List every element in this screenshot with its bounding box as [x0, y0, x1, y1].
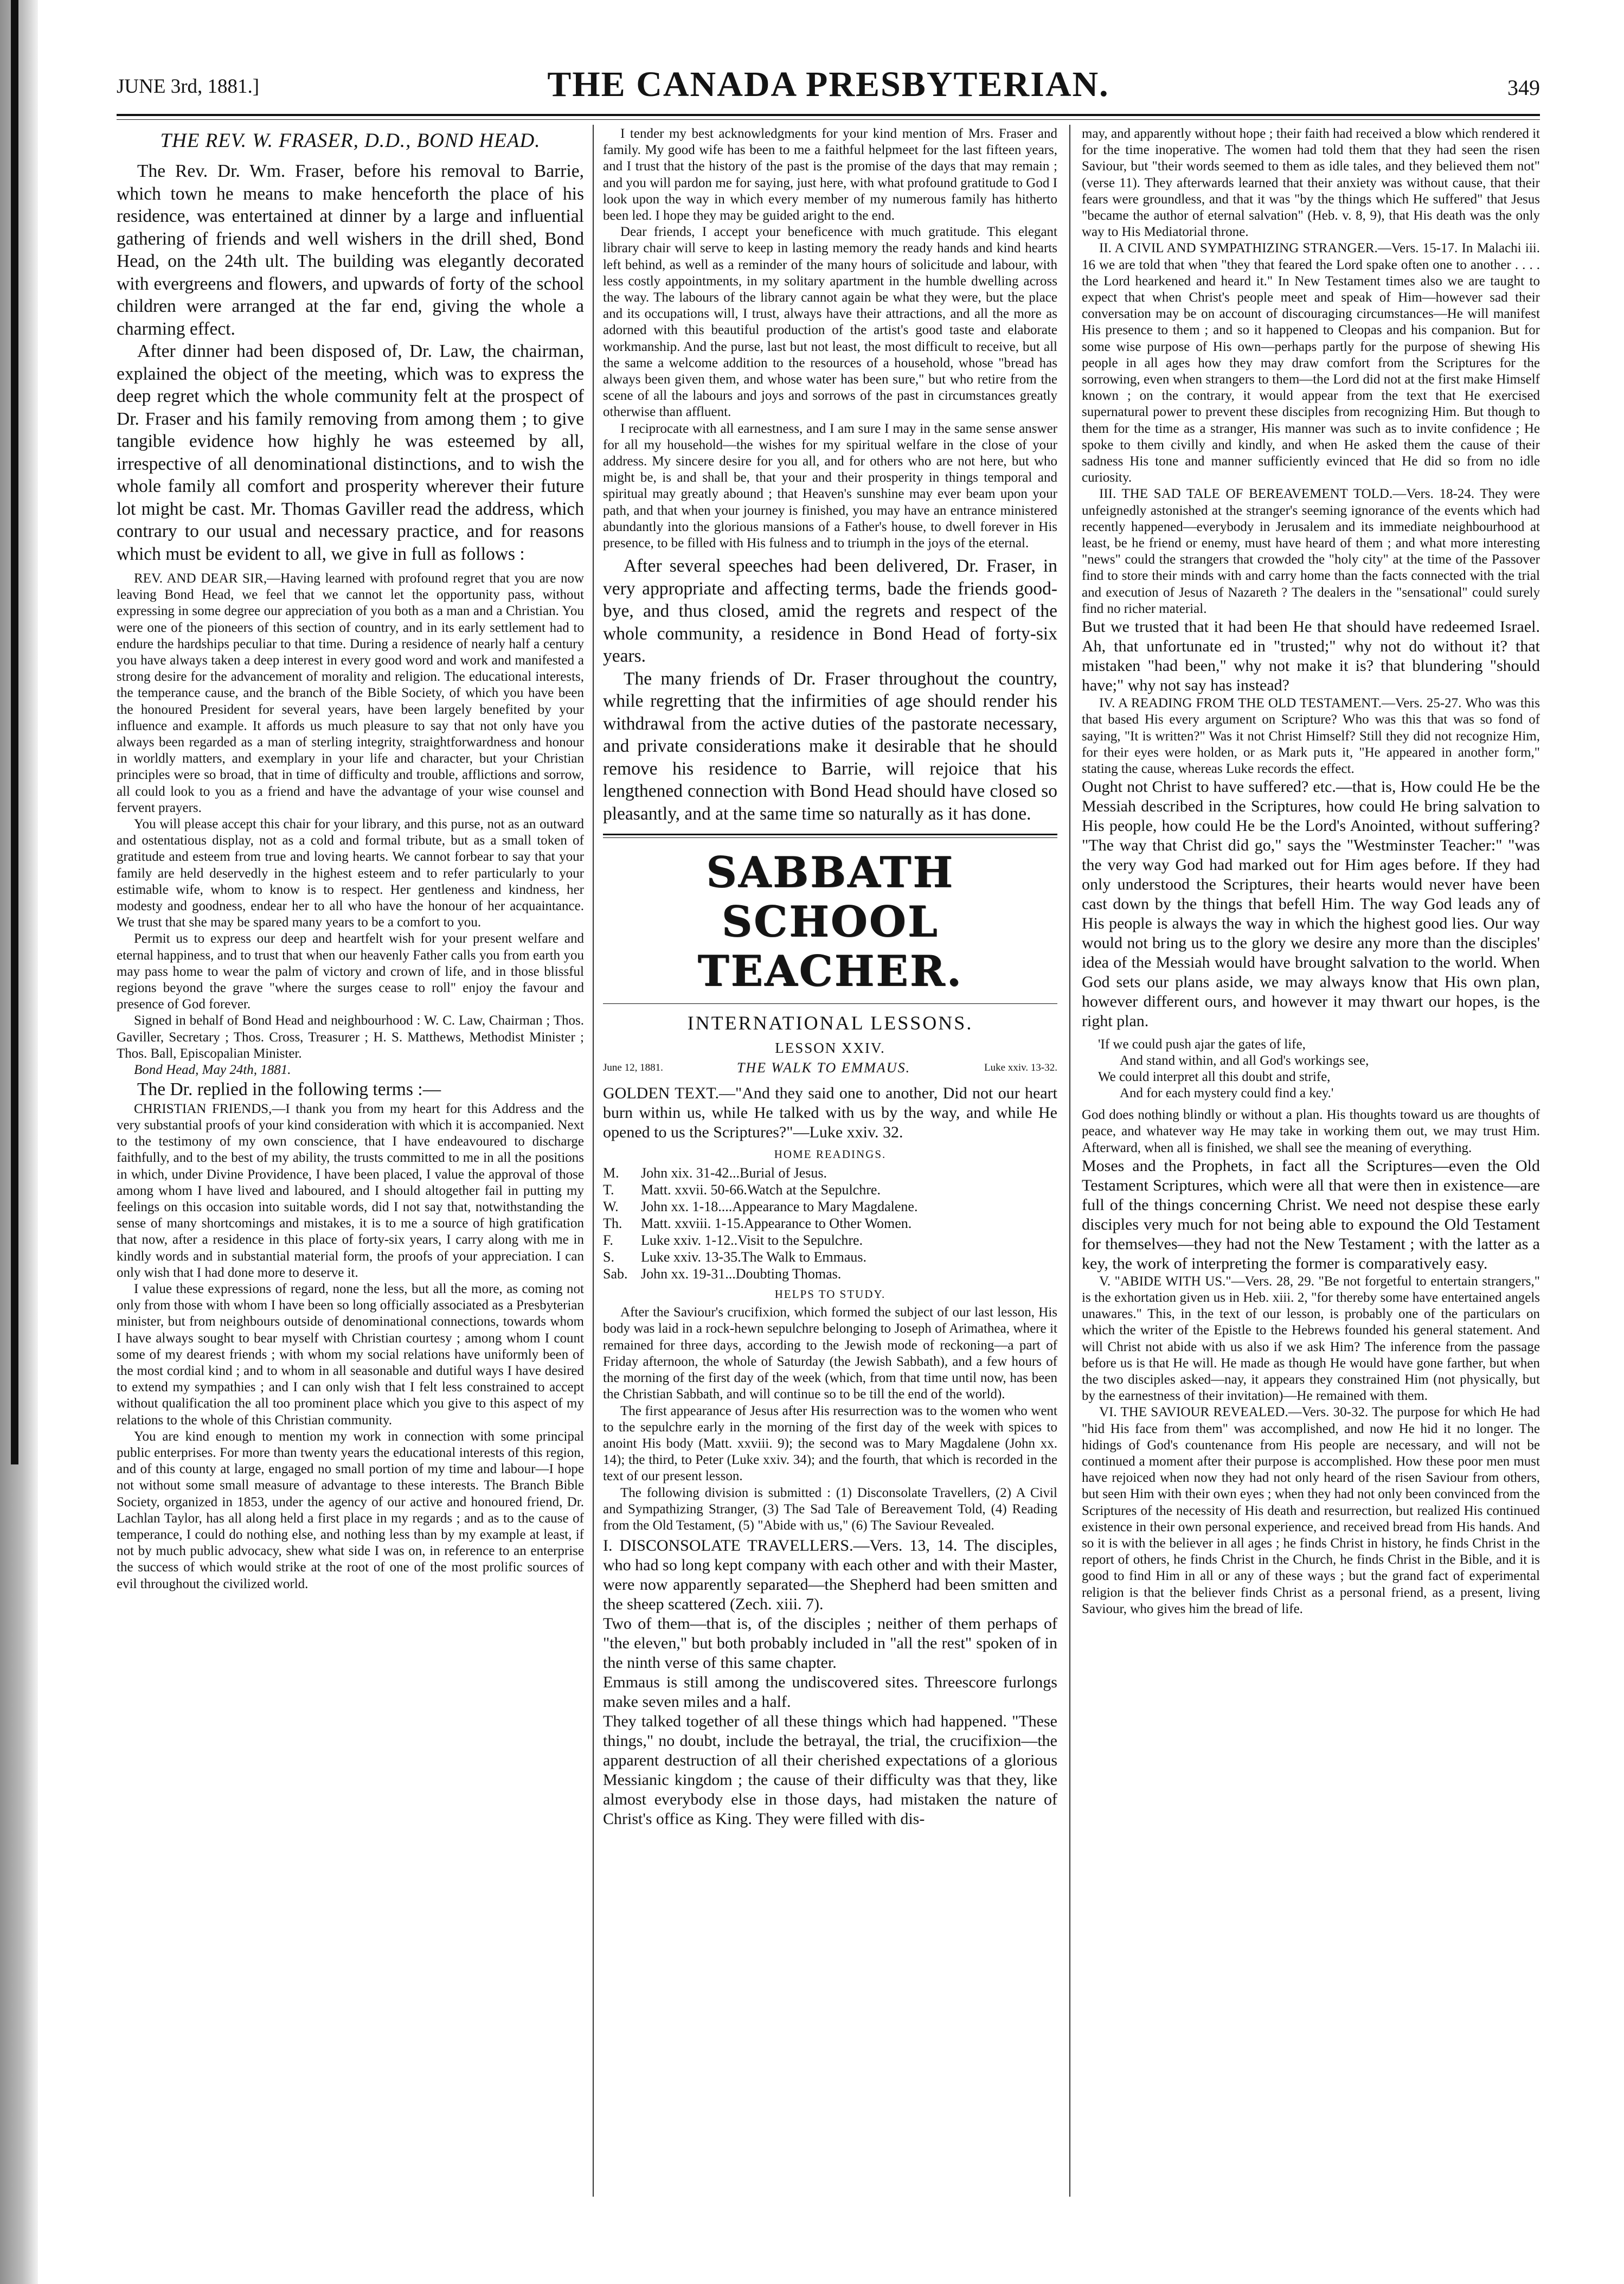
column-divider: [593, 125, 594, 2197]
reading-text: Luke xxiv. 1-12..Visit to the Sepulchre.: [641, 1232, 863, 1249]
column-2: [603, 126, 1057, 2209]
binding-strip: [11, 0, 18, 1464]
lesson-paragraph: III. THE SAD TALE OF BEREAVEMENT TOLD.—Vers. 18-24. They were unfeignedly astonished at the stranger's seeming ignorance of the events which had recently happened—everybody in Jerusalem and its immediate neighbourhood at least, be he friend or enemy, must have heard of them ; and what more interesting "news" could the strangers that crowded the "holy city" at the time of the Passover find to store their minds with and carry home than the facts connected with the trial and execution of Jesus of Nazareth ? The dealers in the "sensational" could surely find no richer material.: [1082, 487, 1540, 616]
lesson-emphasis: Ought not Christ to have suffered? etc.—that is, How could He be the Messiah described in the Scriptures, how could He bring salvation to His people, how could He be the Lord's Anointed, without suffering? "The way that Christ did go," says the "Westminster Teacher:" "was the very way God had marked out for Him ages before. If they had only understood the Scriptures, their hearts would never have been cast down by the things that befell Him. The way God leads any of His people is always the way in which the highest good lies. Our way would not bring us to the glory we desire any more than the disciples' idea of the Messiah would have brought salvation to the world. When God sets our plans aside, we may always know that His own plan, however different ours, and however it may thwart our hopes, is the right plan.: [1082, 778, 1540, 1031]
poem-quote: [1098, 1037, 1540, 1102]
home-readings-table: [603, 1165, 917, 1282]
lesson-title: THE WALK TO EMMAUS.: [736, 1060, 911, 1076]
reply-paragraph: I tender my best acknowledgments for your kind mention of Mrs. Fraser and family. My good wife has been to me a faithful helpmeet for the last fifteen years, and I trust that the history of the past is the promise of the days that may remain ; and you will pardon me for saying, just here, with what profound gratitude to God I look upon the way in which every member of my numerous family has hitherto been led. I hope they may be guided aright to the end.: [603, 126, 1057, 223]
reading-day: Sab.: [603, 1266, 628, 1282]
section-rule: [603, 1003, 1057, 1004]
lesson-point: Two of them—that is, of the disciples ; neither of them perhaps of "the eleven," but both probably included in "all the rest" spoken of in the ninth verse of this same chapter.: [603, 1615, 1057, 1672]
poem-line: And for each mystery could find a key.': [1120, 1086, 1334, 1101]
golden-text: GOLDEN TEXT.—"And they said one to another, Did not our heart burn within us, while He talked with us by the way, and while He opened to us the Scriptures?"—Luke xxiv. 32.: [603, 1084, 1057, 1142]
reading-row: [603, 1198, 917, 1215]
reply-paragraph: I reciprocate with all earnestness, and I am sure I may in the same sense answer for all my household—the wishes for my spiritual welfare in the close of your address. My sincere desire for you all, and for others who are not here, but who might be, is and shall be, that your and their prosperity in things temporal and spiritual may greatly abound ; that Heaven's sunshine may ever beam upon your path, and that when your journey is finished, you may have an entrance ministered abundantly into the glorious mansions of a Father's house, to dwell forever in His presence, to be filled with His fulness and to triumph in the joys of the eternal.: [603, 421, 1057, 551]
reading-row: [603, 1165, 917, 1181]
lesson-emphasis: But we trusted that it had been He that should have redeemed Israel. Ah, that unfortunate ed in "trusted;" why not do without it? that mistaken "had been," why not make it is? that blundering "should have;" why not say has instead?: [1082, 618, 1540, 695]
header-rule: [117, 114, 1540, 116]
page-number: 349: [1507, 75, 1540, 100]
page-header: [117, 64, 1540, 116]
article-title: THE REV. W. FRASER, D.D., BOND HEAD.: [160, 130, 541, 152]
lesson-paragraph: The first appearance of Jesus after His resurrection was to the women who went to the sepulchre early in the morning of the first day of the week with spices to anoint His body (Matt. xxviii. 9); the second was to Mary Magdalene (John xx. 14); the third, to Peter (Luke xxiv. 34); and the fourth, that which is recorded in the text of our present lesson.: [603, 1403, 1057, 1484]
home-readings-heading: HOME READINGS.: [774, 1148, 887, 1161]
reading-row: [603, 1232, 917, 1249]
lesson-point: Emmaus is still among the undiscovered sites. Threescore furlongs make seven miles and a half.: [603, 1673, 1057, 1711]
reply-paragraph: Dear friends, I accept your beneficence with much gratitude. This elegant library chair will serve to keep in lasting memory the ready hands and kind hearts left behind, as well as a reminder of the many hours of solicitude and labour, with less costly appointments, in my solitary apartment in the humble dwelling across the way. The labours of the library cannot again be what they were, but the place and its occupations will, I trust, always have their attractions, and all the more as adorned with this beautiful production of the artist's good taste and elaborate workmanship. And the purse, last but not least, the most difficult to receive, but all the same a welcome addition to the resources of a household, whose "bread has always been given them, and whose water has been sure," but who retire from the scene of all the labours and joys and sorrows of the past in circumstances greatly otherwise than affluent.: [603, 225, 1057, 420]
reading-day: T.: [603, 1182, 614, 1198]
lesson-title-line: [603, 1060, 1057, 1076]
lesson-paragraph: may, and apparently without hope ; their faith had received a blow which rendered it for the time inoperative. The women had told them that they had seen the risen Saviour, but "their words seemed to them as idle tales, and they believed them not" (verse 11). They afterwards learned that their anxiety was without cause, that their fears were groundless, and that it was "by the things which He suffered" that Jesus "became the author of eternal salvation" (Heb. v. 8, 9), that His death was the only way to His Mediatorial throne.: [1082, 126, 1540, 240]
address-paragraph: REV. AND DEAR SIR,—Having learned with profound regret that you are now leaving Bond Head, we feel that we cannot let the opportunity pass, without expressing in some degree our appreciation of you both as a man and a Christian. You were one of the pioneers of this section of country, and in its early settlement had to endure the hardships peculiar to that time. During a residence of nearly half a century you have always taken a deep interest in every good word and work and manifested a strong desire for the advancement of morality and religion. The educational interests, the temperance cause, and the branch of the Bible Society, of which you have been the honoured President for several years, have been largely benefited by your influence and example. It affords us much pleasure to say that not only have you always been regarded as a man of sterling integrity, straightforwardness and honour in worldly matters, and exemplary in your life and character, but your Christian principles were so broad, that in time of difficulty and trouble, afflictions and sorrow, all could look to you as a friend and have the advantage of your wise counsel and fervent prayers.: [117, 571, 584, 815]
reading-text: John xx. 19-31...Doubting Thomas.: [641, 1266, 842, 1282]
lessons-heading: INTERNATIONAL LESSONS.: [687, 1012, 973, 1034]
reading-row: [603, 1181, 917, 1198]
helps-heading: HELPS TO STUDY.: [774, 1288, 886, 1301]
lesson-point: I. DISCONSOLATE TRAVELLERS.—Vers. 13, 14. The disciples, who had so long kept company with each other and with their Master, were now apparently separated—the Shepherd had been smitten and the sheep scattered (Zech. xiii. 7).: [603, 1537, 1057, 1614]
reading-row: [603, 1265, 917, 1282]
lesson-number: LESSON XXIV.: [775, 1040, 885, 1057]
column-divider: [1069, 125, 1070, 2197]
reading-day: M.: [603, 1165, 619, 1181]
lesson-date: June 12, 1881.: [603, 1062, 663, 1074]
poem-line: 'If we could push ajar the gates of life,: [1098, 1037, 1306, 1052]
place-date-line: Bond Head, May 24th, 1881.: [134, 1063, 291, 1078]
reading-text: John xx. 1-18....Appearance to Mary Magdalene.: [641, 1199, 918, 1215]
lesson-emphasis: Moses and the Prophets, in fact all the Scriptures—even the Old Testament Scriptures, which were all that were then in existence—are full of the things concerning Christ. We need not despise these early disciples very much for not being able to expound the Old Testament for themselves—they had not the New Testament ; with the latter as a key, the work of interpreting the former is comparatively easy.: [1082, 1156, 1540, 1272]
reading-row: [603, 1215, 917, 1232]
lesson-point: They talked together of all these things which had happened. "These things," no doubt, include the betrayal, the trial, the crucifixion—the apparent destruction of all their cherished expectations of a glorious Messianic kingdom ; the cause of their difficulty was that they, like almost everybody else in those days, had mistaken the nature of Christ's office as King. They were filled with dis-: [603, 1712, 1057, 1828]
address-paragraph: You will please accept this chair for your library, and this purse, not as an outward and ostentatious display, not as a cold and formal tribute, but as a small token of gratitude and esteem from true and loving hearts. We cannot forbear to say that your family are held deservedly in the highest esteem and to refer particularly to your estimable wife, whom to know is to respect. Her gentleness and kindness, her modesty and goodness, endear her to all who have the honour of her acquaintance. We trust that she may be spared many years to be a comfort to you.: [117, 817, 584, 930]
lesson-paragraph: IV. A READING FROM THE OLD TESTAMENT.—Vers. 25-27. Who was this that based His every argument on Scripture? Who was this that was so fond of saying, "It is written?" Was it not Christ Himself? Still they did not recognize Him, for their eyes were holden, or as Mark puts it, "He appeared in another form," stating the cause, whereas Luke records the effect.: [1082, 696, 1540, 776]
article-paragraph: The Rev. Dr. Wm. Fraser, before his removal to Barrie, which town he means to make henceforth the place of his residence, was entertained at dinner by a large and influential gathering of friends and well wishers in the drill shed, Bond Head, on the 24th ult. The building was elegantly decorated with evergreens and flowers, and upwards of forty of the school children were arranged at the far end, giving the whole a charming effect.: [117, 161, 584, 339]
article-paragraph: After several speeches had been delivered, Dr. Fraser, in very appropriate and affecting terms, bade the friends good-bye, and thus closed, amid the regrets and respect of the whole community, a residence in Bond Head of forty-six years.: [603, 556, 1057, 667]
reading-day: Th.: [603, 1215, 622, 1232]
lesson-reference: Luke xxiv. 13-32.: [984, 1062, 1057, 1074]
poem-line: And stand within, and all God's workings see,: [1120, 1053, 1369, 1069]
address-paragraph: Permit us to express our deep and heartfelt wish for your present welfare and eternal happiness, and to trust that when our heavenly Father calls you from earth you may pass home to wear the palm of victory and crown of life, and in those blissful regions beyond the grave "where the surges cease to roll" enjoy the favour and presence of God forever.: [117, 931, 584, 1012]
reading-day: F.: [603, 1232, 613, 1249]
reply-paragraph: CHRISTIAN FRIENDS,—I thank you from my heart for this Address and the very substantial proofs of your kind consideration with which it is accompanied. Next to the testimony of my own conscience, that I have endeavoured to discharge faithfully, and to the best of my ability, the trusts committed to me in all the positions in which, under Divine Providence, I have been placed, I value the approval of those among whom I have lived and laboured, and I should altogether fail in putting my feelings on this occasion into suitable words, did I not say that, notwithstanding the sense of many shortcomings and mistakes, it is to me a source of high gratification that now, after a residence in this place of forty-six years, I carry along with me in kindly words and in substantial material form, the proofs of your appreciation. I can only wish that I had done more to deserve it.: [117, 1101, 584, 1280]
masthead-title: THE CANADA PRESBYTERIAN.: [547, 65, 1109, 104]
reading-row: [603, 1249, 917, 1265]
reading-text: Matt. xxvii. 50-66.Watch at the Sepulchre.: [641, 1182, 881, 1198]
lesson-paragraph: God does nothing blindly or without a plan. His thoughts toward us are thoughts of peace, and whatever way He may take in working them out, we may trust Him. Afterward, when all is finished, we shall see the meaning of everything.: [1082, 1108, 1540, 1155]
poem-line: We could interpret all this doubt and strife,: [1098, 1070, 1331, 1085]
reading-text: Matt. xxviii. 1-15.Appearance to Other Women.: [641, 1215, 912, 1232]
reading-text: John xix. 31-42...Burial of Jesus.: [641, 1165, 827, 1181]
signatories: Signed in behalf of Bond Head and neighbourhood : W. C. Law, Chairman ; Thos. Gaviller, Secretary ; Thos. Cross, Treasurer ; H. S. Matthews, Methodist Minister ; Thos. Ball, Episcopalian Minister.: [117, 1013, 584, 1061]
reply-paragraph: You are kind enough to mention my work in connection with some principal public enterprises. For more than twenty years the educational interests of this region, and of this county at large, engaged no small portion of my time and labour—I hope not without some small measure of advantage to these interests. The Branch Bible Society, organized in 1853, under the agency of our active and honoured friend, Dr. Lachlan Taylor, has all along held a first place in my regards ; and as to the cause of temperance, I could do nothing else, and nothing less than by my example at least, if not by much public advocacy, shew what side I was on, in reference to an enterprise the success of which would strike at the root of one of the most prolific sources of evil throughout the civilized world.: [117, 1429, 584, 1591]
article-paragraph: The many friends of Dr. Fraser throughout the country, while regretting that the infirmities of age should render his withdrawal from the active duties of the pastorate necessary, and private considerations make it desirable that he should remove his residence to Barrie, will rejoice that his lengthened connection with Bond Head should have closed so pleasantly, and at the same time so naturally as it has done.: [603, 668, 1057, 824]
reading-day: W.: [603, 1199, 619, 1215]
header-rule-thin: [117, 119, 1540, 120]
section-title: SABBATH SCHOOL TEACHER.: [697, 848, 963, 996]
book-binding-edge: [0, 0, 38, 2284]
lesson-paragraph: V. "ABIDE WITH US."—Vers. 28, 29. "Be not forgetful to entertain strangers," is the exhortation given us in Heb. xiii. 2, "for thereby some have entertained angels unawares." This, in the text of our lesson, is probably one of the particulars on which the writer of the Epistle to the Hebrews founded his general statement. And will Christ not abide with us also if we ask Him? The inference from the passage before us is that He will. He made as though He would have gone farther, but when the two disciples asked—nay, it appears they constrained Him (not physically, but by the earnestness of their invitation)—He remained with them.: [1082, 1274, 1540, 1404]
reading-day: S.: [603, 1249, 614, 1265]
lesson-paragraph: II. A CIVIL AND SYMPATHIZING STRANGER.—Vers. 15-17. In Malachi iii. 16 we are told that when "they that feared the Lord spake often one to another . . . . the Lord hearkened and heard it." In New Testament times also we are taught to expect that when Christ's people meet and speak of Him—however sad their conversation may be on account of discouraging circumstances—He will manifest His presence to them ; and so it happened to Cleopas and his companion. But for some wise purpose of His own—perhaps partly for the purpose of shewing His people in all ages how they may draw comfort from the Scriptures for the sorrowing, even when strangers to them—the Lord did not at the first make Himself known ; on the contrary, it would appear from the text that He exercised supernatural power to prevent these disciples from recognizing Him. But though to them for the time as a stranger, His manner was such as to invite confidence ; He spoke to them civilly and kindly, and when He asked them the cause of their sadness His tone and manner sufficiently evinced that He did so from no idle curiosity.: [1082, 241, 1540, 485]
section-rule: [603, 834, 1057, 838]
column-3: [1082, 126, 1540, 2209]
reply-paragraph: I value these expressions of regard, none the less, but all the more, as coming not only from those with whom I have been so long officially associated as a Presbyterian minister, but from neighbours outside of denominational connections, towards whom I have always sought to bear myself with Christian courtesy ; among whom I count some of my dearest friends ; with whom my social relations have uniformly been of the most cordial kind ; and to whom in all seasonable and dutiful ways I have desired to extend my sympathies ; and I can only wish that I felt less constrained to accept without qualification the all too prominent place which you give to this aspect of my relations to the whole of this Christian community.: [117, 1282, 584, 1428]
lesson-paragraph: After the Saviour's crucifixion, which formed the subject of our last lesson, His body was laid in a rock-hewn sepulchre belonging to Joseph of Arimathea, where it remained for three days, according to the Jewish mode of reckoning—a part of Friday afternoon, the whole of Saturday (the Jewish Sabbath), and a few hours of the morning of the first day of the week (which, from that time until now, has been the Christian Sabbath, and will continue so to be till the end of the world).: [603, 1305, 1057, 1402]
issue-date: JUNE 3rd, 1881.]: [117, 75, 260, 98]
article-paragraph: After dinner had been disposed of, Dr. Law, the chairman, explained the object of the meeting, which was to express the deep regret which the whole community felt at the prospect of Dr. Fraser and his family removing from among them ; to give tangible evidence how highly he was esteemed by all, irrespective of all denominational distinctions, and to wish the whole family all comfort and prosperity wherever their future lot might be cast. Mr. Thomas Gaviller read the address, which contrary to our usual and necessary practice, and for reasons which must be evident to all, we give in full as follows :: [117, 341, 584, 564]
lesson-paragraph: The following division is submitted : (1) Disconsolate Travellers, (2) A Civil and Sympathizing Stranger, (3) The Sad Tale of Bereavement Told, (4) Reading from the Old Testament, (5) "Abide with us," (6) The Saviour Revealed.: [603, 1485, 1057, 1533]
lesson-paragraph: VI. THE SAVIOUR REVEALED.—Vers. 30-32. The purpose for which He had "hid His face from them" was accomplished, and now He hid it no longer. The hidings of God's countenance from His people are necessary, and will not be continued a moment after their purpose is accomplished. How these poor men must have rejoiced when now they had not only heard of the risen Saviour from others, but seen Him with their own eyes ; when they had not only been convinced from the Scriptures of the necessity of His death and resurrection, but realized His continued existence in their own personal experience, and received bread from His hands. And so it is with the believer in all ages ; he finds Christ in history, he finds Christ in the report of others, he finds Christ in the Church, he finds Christ in the Bible, and it is good to find Him in all or any of these ways ; but the grand fact of experimental religion is that the believer finds Christ as a personal friend, as a present, living Saviour, who gives him the bread of life.: [1082, 1405, 1540, 1616]
article-paragraph: The Dr. replied in the following terms :—: [137, 1079, 441, 1100]
reading-text: Luke xxiv. 13-35.The Walk to Emmaus.: [641, 1249, 866, 1265]
column-1: [117, 126, 584, 2209]
